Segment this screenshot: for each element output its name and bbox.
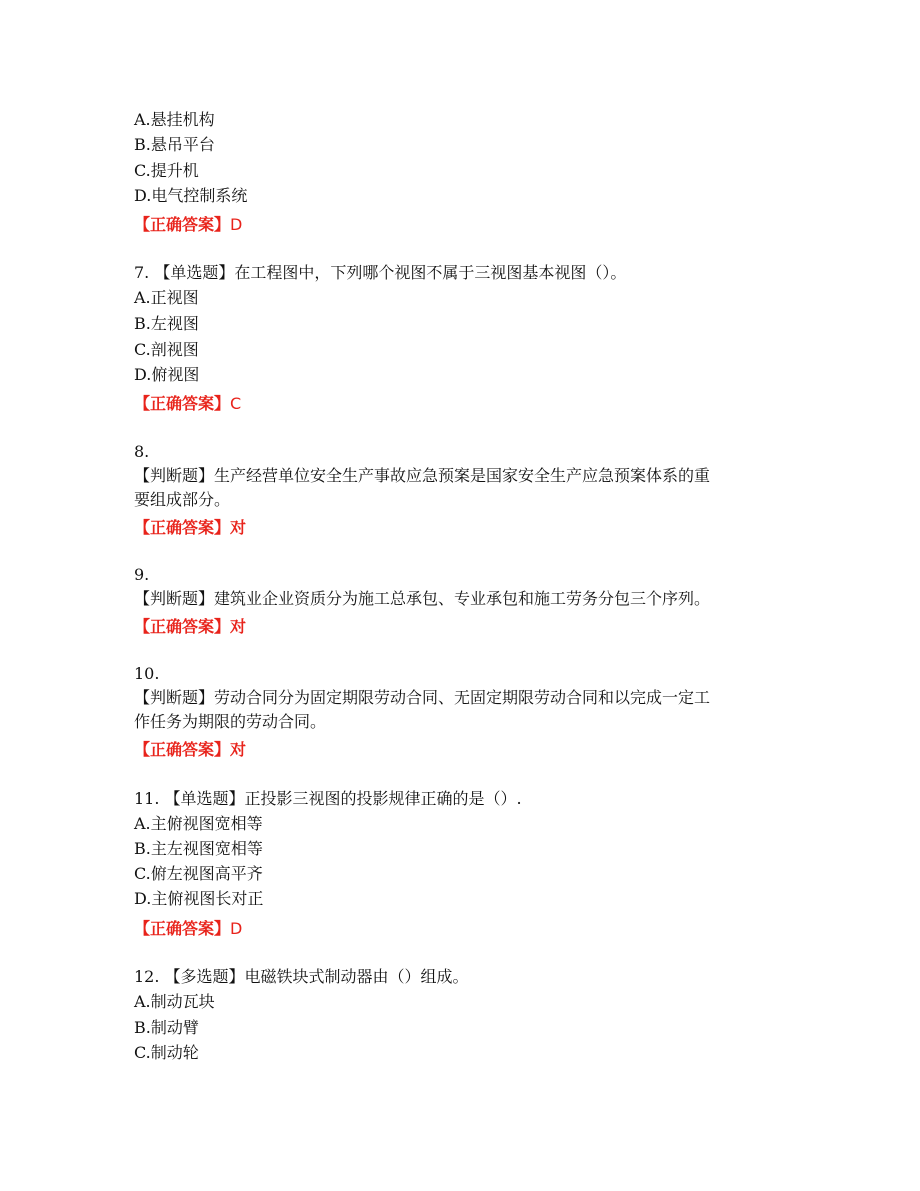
q11-answer-value: D bbox=[230, 919, 243, 938]
q11-option-c: C.俯左视图高平齐 bbox=[134, 864, 263, 883]
q10-stem-line-1: 【判断题】劳动合同分为固定期限劳动合同、无固定期限劳动合同和以完成一定工 bbox=[134, 688, 711, 707]
q11-stem: 11. 【单选题】正投影三视图的投影规律正确的是（）. bbox=[134, 789, 522, 808]
q8-answer bbox=[134, 518, 246, 538]
q7-stem: 7. 【单选题】在工程图中，下列哪个视图不属于三视图基本视图（）。 bbox=[134, 263, 627, 282]
q6-option-a: A.悬挂机构 bbox=[134, 110, 215, 129]
q8-number: 8. bbox=[134, 442, 150, 461]
q8-stem-line-1: 【判断题】生产经营单位安全生产事故应急预案是国家安全生产应急预案体系的重 bbox=[134, 466, 711, 485]
answer-label: 【正确答案】 bbox=[134, 394, 231, 413]
q9-answer-value: 对 bbox=[230, 617, 247, 636]
answer-label: 【正确答案】 bbox=[134, 518, 231, 537]
answer-label: 【正确答案】 bbox=[134, 215, 231, 234]
q10-answer bbox=[134, 740, 246, 760]
q11-option-a: A.主俯视图宽相等 bbox=[134, 814, 263, 833]
q9-number: 9. bbox=[134, 565, 150, 584]
q9-stem-line-1: 【判断题】建筑业企业资质分为施工总承包、专业承包和施工劳务分包三个序列。 bbox=[134, 589, 711, 608]
q8-answer-value: 对 bbox=[230, 518, 247, 537]
q11-option-b: B.主左视图宽相等 bbox=[134, 839, 263, 858]
q11-answer bbox=[134, 919, 242, 939]
q12-option-c: C.制动轮 bbox=[134, 1043, 199, 1062]
q6-option-d: D.电气控制系统 bbox=[134, 186, 248, 205]
q7-option-a: A.正视图 bbox=[134, 288, 199, 307]
answer-label: 【正确答案】 bbox=[134, 617, 231, 636]
q6-answer-value: D bbox=[230, 215, 243, 234]
q8-stem-line-2: 要组成部分。 bbox=[134, 490, 231, 509]
q7-option-b: B.左视图 bbox=[134, 314, 199, 333]
answer-label: 【正确答案】 bbox=[134, 919, 231, 938]
q7-option-d: D.俯视图 bbox=[134, 365, 200, 384]
q7-option-c: C.剖视图 bbox=[134, 340, 199, 359]
q12-option-b: B.制动臂 bbox=[134, 1018, 199, 1037]
q12-stem: 12. 【多选题】电磁铁块式制动器由（）组成。 bbox=[134, 967, 469, 986]
q10-number: 10. bbox=[134, 664, 160, 683]
q6-option-b: B.悬吊平台 bbox=[134, 135, 215, 154]
q6-answer bbox=[134, 215, 242, 235]
q7-answer bbox=[134, 394, 241, 414]
answer-label: 【正确答案】 bbox=[134, 740, 231, 759]
q12-option-a: A.制动瓦块 bbox=[134, 992, 215, 1011]
q11-option-d: D.主俯视图长对正 bbox=[134, 889, 264, 908]
q10-stem-line-2: 作任务为期限的劳动合同。 bbox=[134, 712, 327, 731]
q7-answer-value: C bbox=[230, 394, 242, 413]
q9-answer bbox=[134, 617, 246, 637]
q10-answer-value: 对 bbox=[230, 740, 247, 759]
q6-option-c: C.提升机 bbox=[134, 161, 199, 180]
